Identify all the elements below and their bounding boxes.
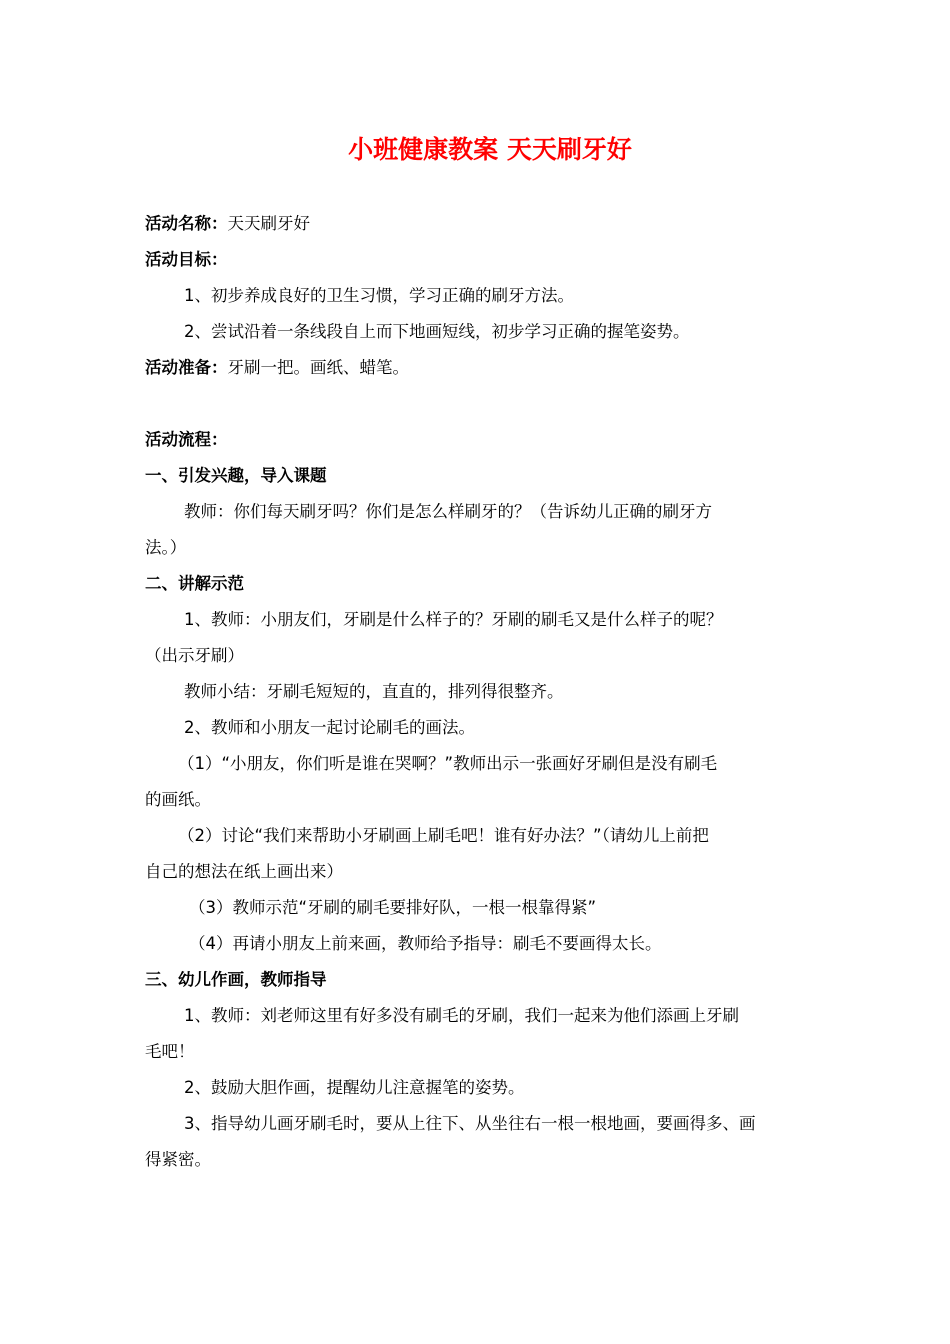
- process-label: 活动流程：: [145, 430, 228, 449]
- goal-2: 2、尝试沿着一条线段自上而下地画短线，初步学习正确的握笔姿势。: [184, 322, 690, 341]
- goals-label: 活动目标：: [145, 250, 228, 269]
- goal-1: 1、初步养成良好的卫生习惯，学习正确的刷牙方法。: [184, 286, 574, 305]
- section-2-paragraph-3: 2、教师和小朋友一起讨论刷毛的画法。: [184, 718, 475, 737]
- section-3-paragraph-2: 2、鼓励大胆作画，提醒幼儿注意握笔的姿势。: [184, 1078, 525, 1097]
- section-2-paragraph-7: （4）再请小朋友上前来画，教师给予指导：刷毛不要画得太长。: [189, 934, 662, 953]
- section-3-paragraph-1-line-1: 1、教师：刘老师这里有好多没有刷毛的牙刷，我们一起来为他们添画上牙刷: [184, 1006, 739, 1025]
- prep-line: [145, 350, 813, 386]
- section-2-paragraph-5-line-1: （2）讨论“我们来帮助小牙刷画上刷毛吧！谁有好办法？”（请幼儿上前把: [178, 826, 709, 845]
- section-1-paragraph-1-line-2: 法。）: [145, 538, 187, 557]
- document-title: 小班健康教案 天天刷牙好: [348, 135, 632, 164]
- document-body: [145, 206, 813, 1178]
- section-3-paragraph-1-line-2: 毛吧！: [145, 1042, 195, 1061]
- section-3-paragraph-3-line-2: 得紧密。: [145, 1150, 211, 1169]
- section-3-heading: 三、幼儿作画，教师指导: [145, 970, 327, 989]
- activity-name-label: 活动名称：: [145, 214, 228, 233]
- section-3-paragraph-3-line-1: 3、指导幼儿画牙刷毛时，要从上往下、从坐往右一根一根地画，要画得多、画: [184, 1114, 756, 1133]
- prep-label: 活动准备：: [145, 358, 228, 377]
- section-2-paragraph-1-line-2: （出示牙刷）: [145, 646, 244, 665]
- blank-line: [145, 386, 813, 422]
- section-1-heading: 一、引发兴趣，导入课题: [145, 466, 327, 485]
- section-2-paragraph-2: 教师小结：牙刷毛短短的，直直的，排列得很整齐。: [184, 682, 564, 701]
- prep-value: 牙刷一把。画纸、蜡笔。: [227, 358, 409, 377]
- section-2-paragraph-6: （3）教师示范“牙刷的刷毛要排好队，一根一根靠得紧”: [189, 898, 597, 917]
- activity-name-value: 天天刷牙好: [227, 214, 310, 233]
- section-2-paragraph-4-line-1: （1）“小朋友，你们听是谁在哭啊？”教师出示一张画好牙刷但是没有刷毛: [178, 754, 718, 773]
- section-2-paragraph-1-line-1: 1、教师：小朋友们，牙刷是什么样子的？牙刷的刷毛又是什么样子的呢？: [184, 610, 723, 629]
- section-2-paragraph-5-line-2: 自己的想法在纸上画出来）: [145, 862, 343, 881]
- section-2-paragraph-4-line-2: 的画纸。: [145, 790, 211, 809]
- activity-name-line: [145, 206, 813, 242]
- section-2-heading: 二、讲解示范: [145, 574, 244, 593]
- section-1-paragraph-1-line-1: 教师：你们每天刷牙吗？你们是怎么样刷牙的？（告诉幼儿正确的刷牙方: [184, 502, 712, 521]
